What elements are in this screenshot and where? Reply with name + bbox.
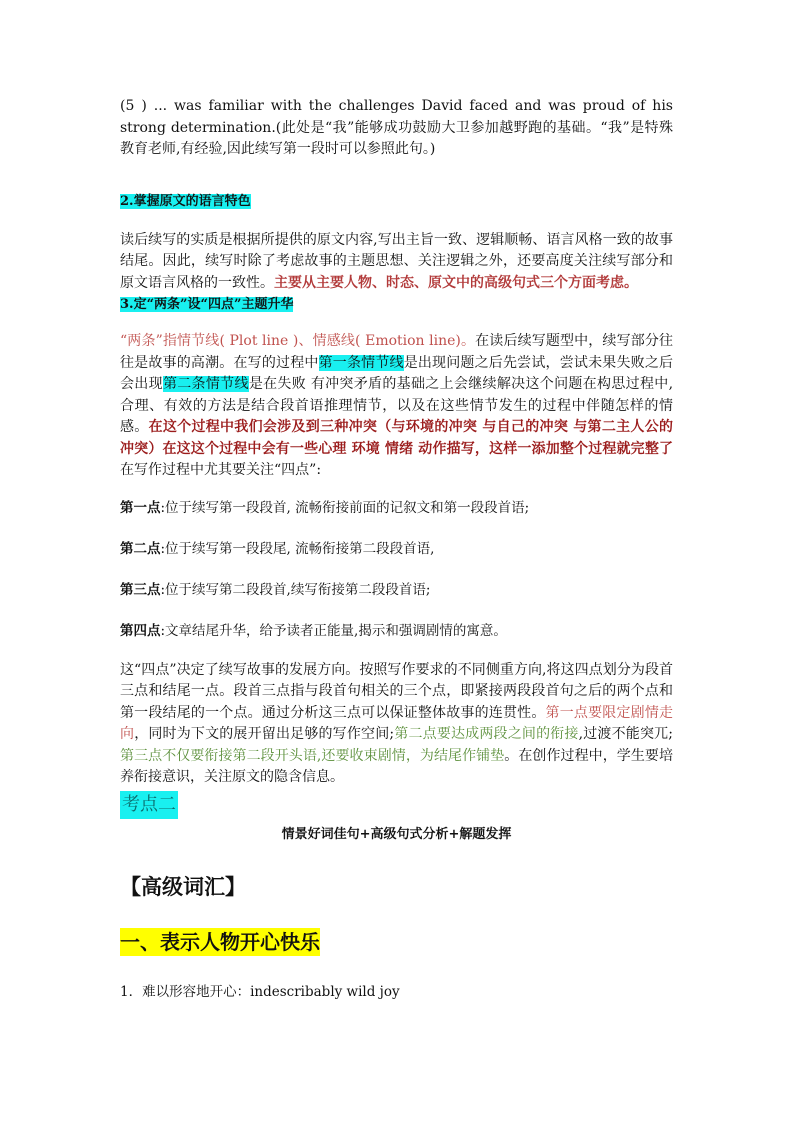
vocab-title: 【高级词汇】 [120,873,246,899]
point-2-label: 第二点 [120,540,161,557]
point-1-label: 第一点 [120,499,161,516]
point-4 [120,621,673,642]
point-4-label: 第四点 [120,622,161,639]
conflict-emphasis: 在这个过程中我们会涉及到三种冲突（与环境的冲突 与自己的冲突 与第二主人公的冲突）在这这个过程中会有一些心理 环境 情绪 动作描写，这样一添加整个过程就完整了 [120,419,673,457]
summary-c: ，同时为下文的展开留出足够的写作空间; [134,726,395,742]
emotion-line-label: Plot line )、情感线( Emotion line)。 [224,333,476,349]
subtitle: 情景好词佳句+高级句式分析+解题发挥 [281,826,512,842]
section-one-heading: 一、表示人物开心快乐 [120,929,320,954]
point-2-text: :位于续写第一段段尾, 流畅衔接第二段段首语, [160,540,435,557]
section3-text-a: 在读后续写题型中，续写部分往往是故事的高潮。在写的过程中 [120,333,673,371]
section2-heading [120,191,673,212]
section2-text: 读后续写的实质是根据所提供的原文内容,写出主旨一致、逻辑顺畅、语言风格一致的故事结尾。因此，续写时除了考虑故事的主题思想、关注逻辑之外，还要高度关注续写部分和原文语言风格的一致性。 [120,231,673,291]
summary-paragraph [120,660,673,789]
summary-point3: 第三点不仅要衔接第二段开头语,还要收束剧情，为结尾作铺垫 [120,747,505,764]
point-4-text: :文章结尾升华，给予读者正能量,揭示和强调剧情的寓意。 [160,622,507,639]
section2-emphasis: 主要从主要人物、时态、原文中的高级句式三个方面考虑。 [274,274,638,291]
summary-e: ,过渡不能突兀; [578,726,674,742]
section3-paragraph [120,331,673,482]
point-3 [120,580,673,601]
plot-line-label: “两条”指情节线( [120,333,225,349]
section3-heading [120,294,673,315]
summary-point2: 第二点要达成两段之间的衔接 [394,726,579,742]
section2-heading-text: 2.掌握原文的语言特色 [120,193,251,209]
summary-g: 。在创作过程中，学生要培养衔接意识，关注原文的隐含信息。 [120,747,673,785]
summary-a: 这“四点”决定了续写故事的发展方向。按照写作要求的不同侧重方向,将这四点划分为段首三点和结尾一点。段首三点指与段首句相关的三个点，即紧接两段段首句之后的两个点和第一段结尾的一个点。通过分析这三点可以保证整体故事的连贯性。 [120,661,673,721]
section3-text-d: 在写作过程中尤其要关注“四点”: [120,462,322,478]
point-1-text: :位于续写第一段段首, 流畅衔接前面的记叙文和第一段段首语; [160,499,530,516]
section3-text-b: 是出现问题之后先尝试，尝试未果失败之后会出现 [120,354,674,392]
document-page [120,96,673,1002]
intro-paragraph: (5 ) ... was familiar with the challenges David faced and was proud of his strong determination.(此处是“我”能够成功鼓励大卫参加越野跑的基础。“我”是特殊教育老师,有经验,因此续写第一段时可以参照此句。) [120,98,673,157]
summary-point1: 第一点要限定剧情走向 [120,704,674,742]
point-1 [120,498,673,519]
point-2 [120,539,673,560]
first-plot-line: 第一条情节线 [318,354,404,371]
section3-heading-text: 3.定“两条”设“四点”主题升华 [120,297,294,312]
second-plot-line: 第二条情节线 [162,376,249,392]
vocab-item-1: 1．难以形容地开心：indescribably wild joy [120,983,400,1000]
point-3-label: 第三点 [120,581,161,598]
section2-paragraph [120,230,673,295]
point-3-text: :位于续写第二段段首,续写衔接第二段段首语; [160,581,431,598]
kaodian-label: 考点二 [120,791,178,819]
section3-text-c: 是在失败 有冲突矛盾的基础之上会继续解决这个问题在构思过程中,合理、有效的方法是结合段首语推理情节，以及在这些情节发生的过程中伴随怎样的情感。 [120,376,674,435]
